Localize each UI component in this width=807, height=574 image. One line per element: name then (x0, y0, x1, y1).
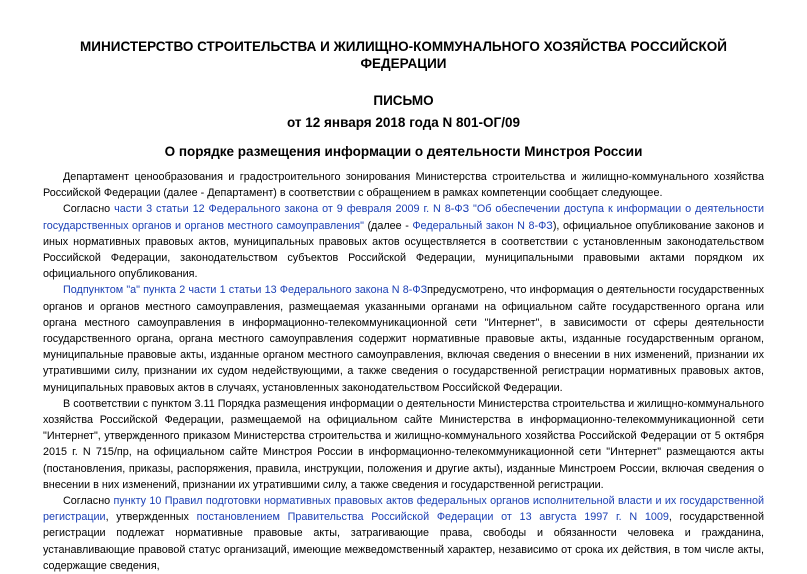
paragraph-1-text: Департамент ценообразования и градостроительного зонирования Министерства строительства и жилищно-коммунального хозяйства Российской Федерации (далее - Департамент) в соответствии с обращением в рамках компетенции сообщает следующее. (43, 171, 764, 200)
law-8fz-article-12-link[interactable]: части 3 статьи 12 Федерального закона от 9 февраля 2009 г. N 8-ФЗ "Об обеспечении доступа к информации о деятельности государственных органов и органов местного самоуправления" (43, 203, 764, 232)
paragraph-3 (43, 282, 764, 395)
paragraph-2-text-b: (далее - (363, 219, 413, 232)
paragraph-4 (43, 396, 764, 493)
paragraph-4-text: В соответствии с пунктом 3.11 Порядка размещения информации о деятельности Министерства строительства и жилищно-коммунального хозяйства Российской Федерации, размещаемой на официальном сайте Министерства в информационно-телекоммуникационной сети "Интернет", утвержденного приказом Министерства строительства и жилищно-коммунального хозяйства Российской Федерации от 5 октября 2015 г. N 715/пр, на официальном сайте Минстроя России в информационно-телекоммуникационной сети "Интернет" размещаются акты (постановления, приказы, распоряжения, правила, инструкции, положения и другие акты), изданные Минстроем России, включая сведения о внесении в них изменений, признании их утратившими силу, а также сведения и государственной регистрации. (43, 397, 764, 491)
government-decree-1009-link[interactable]: постановлением Правительства Российской Федерации от 13 августа 1997 г. N 1009 (196, 511, 669, 524)
paragraph-2-text-c: ), официальное опубликование законов и иных нормативных правовых актов, муниципальных правовых актов осуществляется в соответствии с установленным законодательством Российской Федерации, законодательством субъектов Российской Федерации, муниципальными правовыми актами порядком их официального опубликования. (43, 219, 764, 281)
paragraph-1 (43, 169, 764, 201)
paragraph-2-text-a: Согласно (63, 203, 115, 216)
paragraph-5-text-a: Согласно (63, 495, 114, 508)
paragraph-3-text: предусмотрено, что информация о деятельности государственных органов и органов местного самоуправления, размещаемая указанными органами на официальном сайте государственного органа или органа местного самоуправления в информационно-телекоммуникационной сети "Интернет", в зависимости от сферы деятельности государственного органа, органа местного самоуправления содержит нормативные правовые акты, изданные государственным органом, муниципальные правовые акты, изданные органом местного самоуправления, включая сведения о внесении в них изменений, признании их утратившими силу, признании их судом недействующими, а также сведения о государственной регистрации нормативных правовых актов, муниципальных правовых актов в случаях, установленных законодательством Российской Федерации. (43, 284, 764, 394)
ministry-title: МИНИСТЕРСТВО СТРОИТЕЛЬСТВА И ЖИЛИЩНО-КОММУНАЛЬНОГО ХОЗЯЙСТВА РОССИЙСКОЙ ФЕДЕРАЦИИ (80, 39, 727, 71)
document-body (43, 169, 764, 574)
law-8fz-article-13-link[interactable]: Подпунктом "а" пункта 2 части 1 статьи 13 Федерального закона N 8-ФЗ (63, 284, 428, 297)
document-subject: О порядке размещения информации о деятельности Минстроя России (164, 144, 643, 159)
paragraph-5 (43, 493, 764, 574)
document-type: ПИСЬМО (373, 93, 434, 108)
paragraph-5-text-b: , утвержденных (105, 511, 197, 524)
document-date-number: от 12 января 2018 года N 801-ОГ/09 (287, 115, 520, 130)
law-8fz-link[interactable]: Федеральный закон N 8-ФЗ (412, 219, 553, 232)
paragraph-2 (43, 201, 764, 282)
paragraph-5-text-c: , государственной регистрации подлежат нормативные правовые акты, затрагивающие права, свободы и обязанности человека и гражданина, устанавливающие правовой статус организаций, имеющие межведомственный характер, независимо от срока их действия, в том числе акты, содержащие сведения, (43, 511, 764, 572)
registration-rules-link[interactable]: пункту 10 Правил подготовки нормативных правовых актов федеральных органов исполнительной власти и их государственной регистрации (43, 495, 764, 524)
